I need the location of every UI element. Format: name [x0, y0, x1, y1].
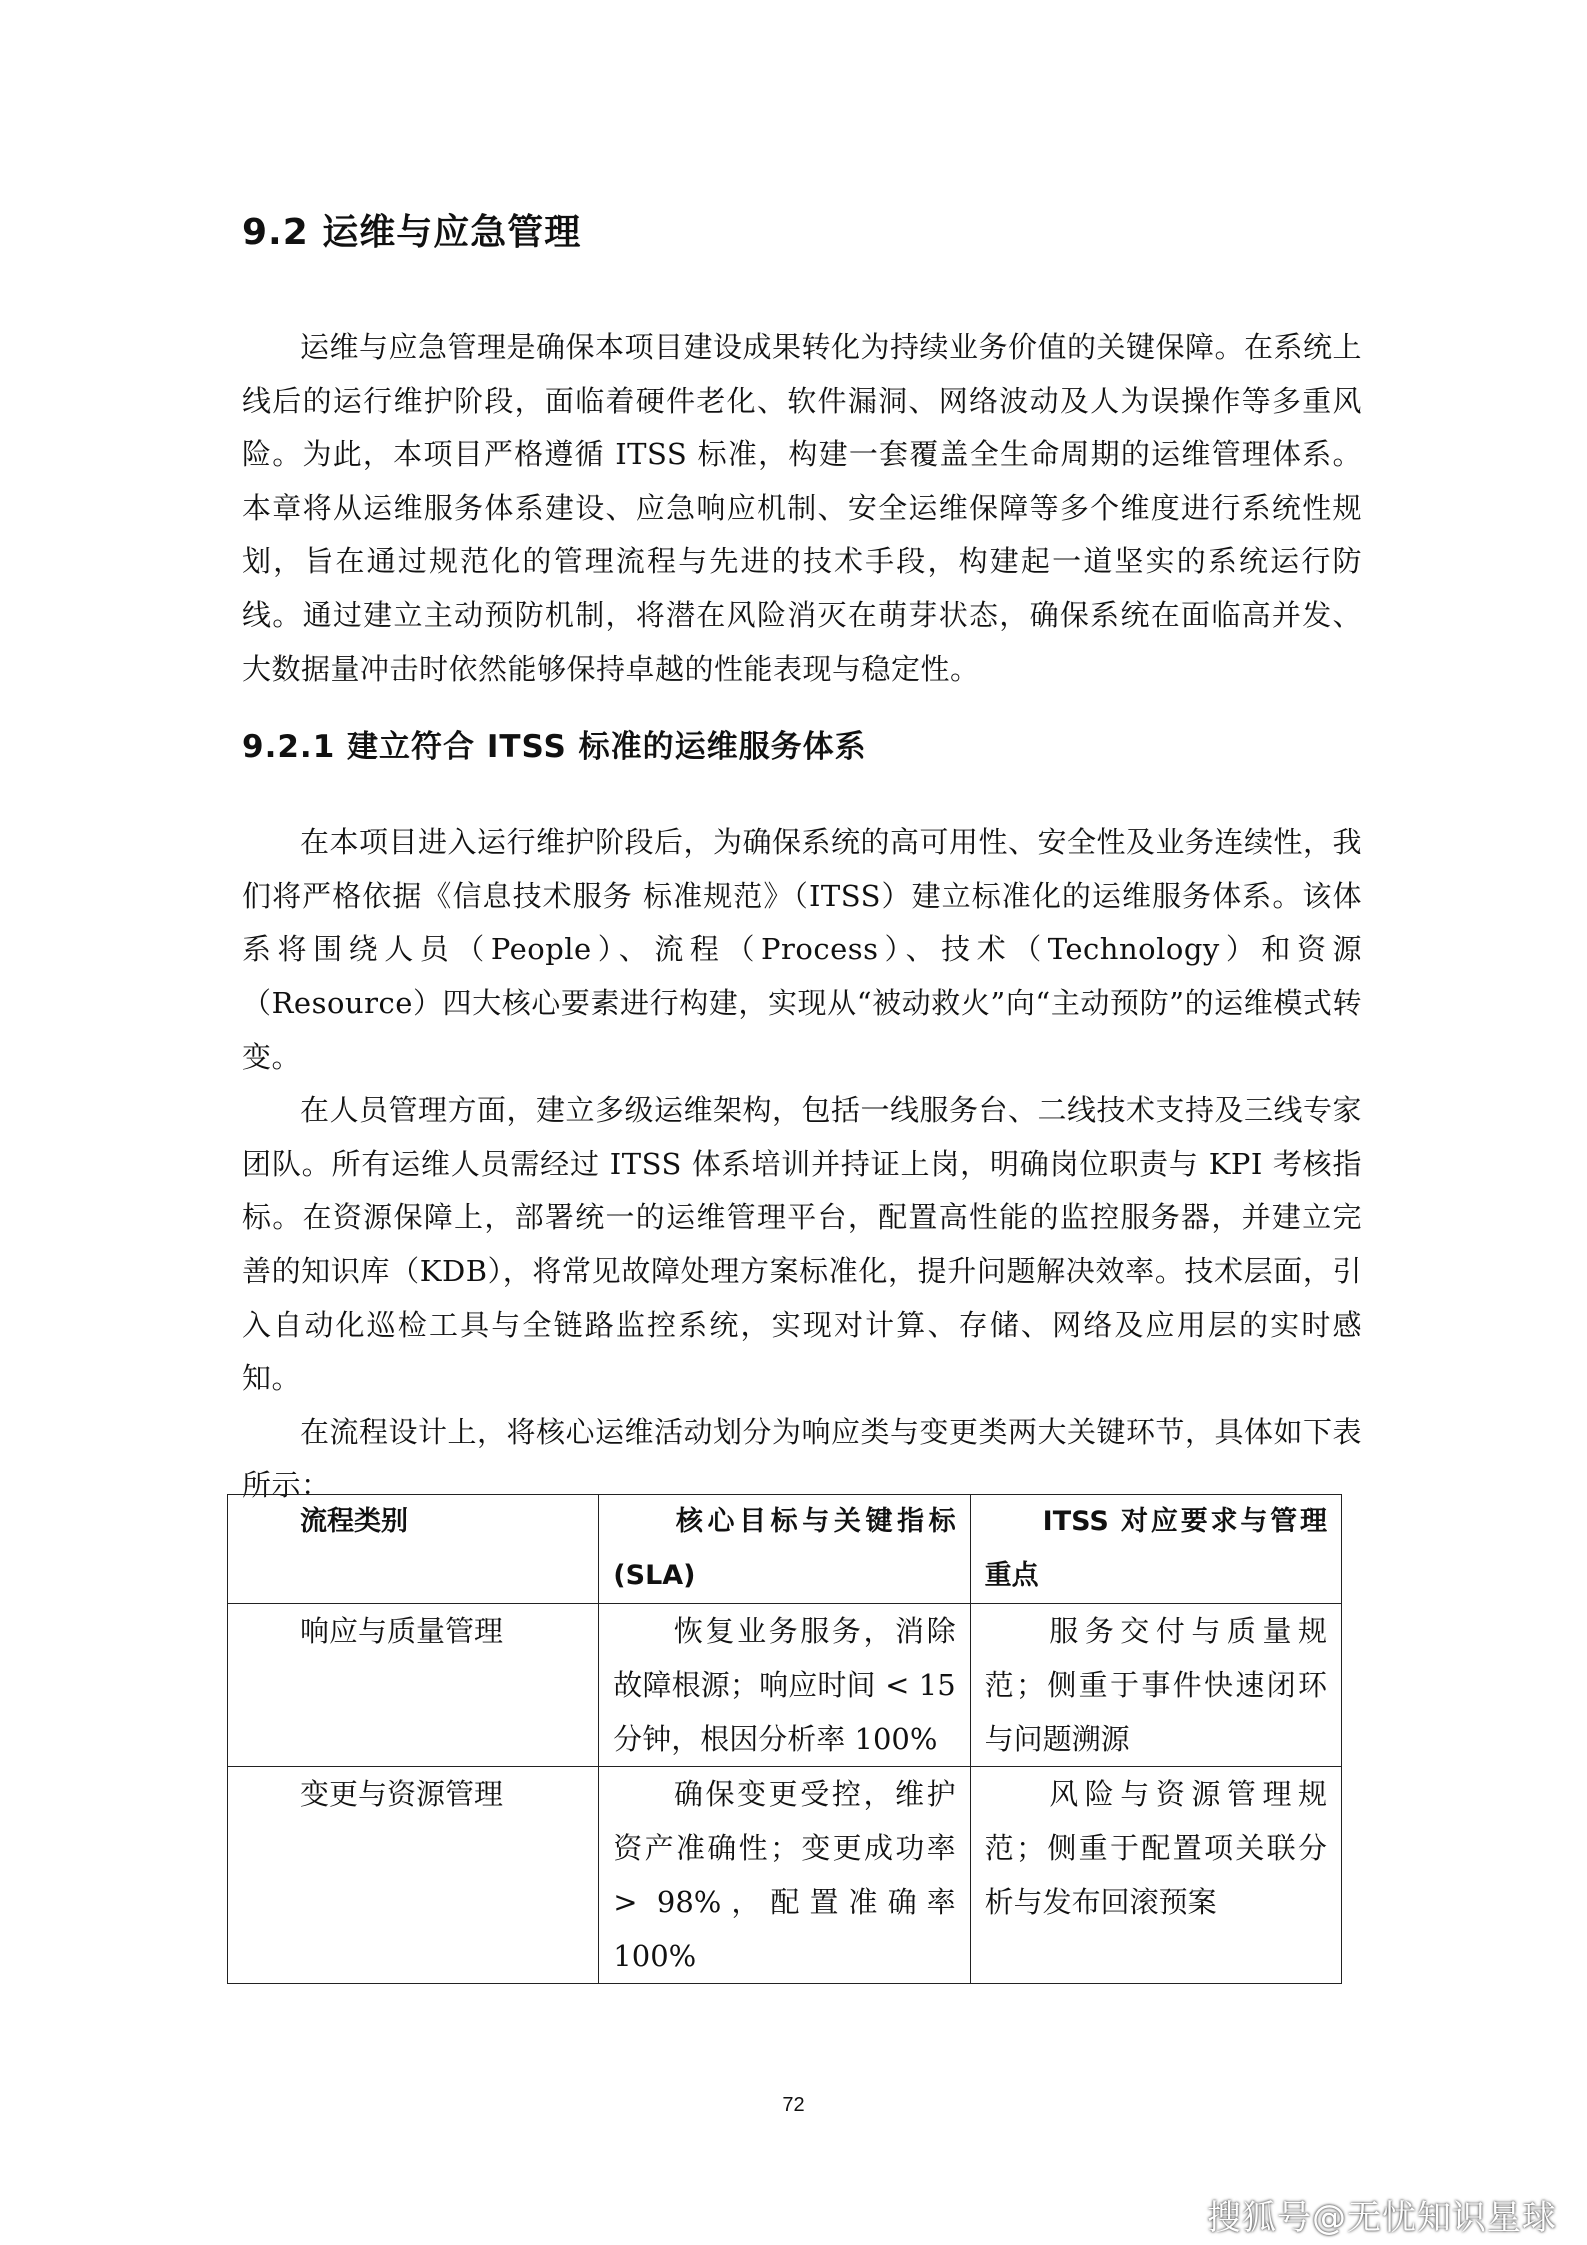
table-header-cell: ITSS 对应要求与管理重点 — [970, 1495, 1341, 1604]
watermark: 搜狐号@无忧知识星球 — [1207, 2198, 1557, 2238]
subsection-title: 9.2.1 建立符合 ITSS 标准的运维服务体系 — [242, 729, 867, 766]
table-cell: 服务交付与质量规范；侧重于事件快速闭环与问题溯源 — [970, 1604, 1341, 1767]
table-cell: 恢复业务服务，消除故障根源；响应时间 < 15 分钟，根因分析率 100% — [599, 1604, 970, 1767]
table-cell: 风险与资源管理规范；侧重于配置项关联分析与发布回滚预案 — [970, 1767, 1341, 1984]
table-header-row — [228, 1495, 1342, 1604]
table-row — [228, 1767, 1342, 1984]
page-content — [242, 205, 1362, 1513]
table-cell: 确保变更受控，维护资产准确性；变更成功率 > 98%，配置准确率 100% — [599, 1767, 970, 1984]
table-row — [228, 1604, 1342, 1767]
process-table — [227, 1494, 1342, 1984]
paragraph-1: 在本项目进入运行维护阶段后，为确保系统的高可用性、安全性及业务连续性，我们将严格依据《信息技术服务 标准规范》（ITSS）建立标准化的运维服务体系。该体系将围绕人员（People）、流程（Process）、技术（Technology）和资源（Resource）四大核心要素进行构建，实现从“被动救火”向“主动预防”的运维模式转变。 — [242, 825, 1363, 1074]
paragraph-3: 在流程设计上，将核心运维活动划分为响应类与变更类两大关键环节，具体如下表所示： — [242, 1414, 1363, 1503]
section-intro-paragraph: 运维与应急管理是确保本项目建设成果转化为持续业务价值的关键保障。在系统上线后的运行维护阶段，面临着硬件老化、软件漏洞、网络波动及人为误操作等多重风险。为此，本项目严格遵循 ITSS 标准，构建一套覆盖全生命周期的运维管理体系。本章将从运维服务体系建设、应急响应机制、安全运维保障等多个维度进行系统性规划，旨在通过规范化的管理流程与先进的技术手段，构建起一道坚实的系统运行防线。通过建立主动预防机制，将潜在风险消灭在萌芽状态，确保系统在面临高并发、大数据量冲击时依然能够保持卓越的性能表现与稳定性。 — [242, 330, 1363, 686]
table-cell: 响应与质量管理 — [228, 1604, 599, 1767]
section-title: 9.2 运维与应急管理 — [242, 212, 582, 253]
page-number: 72 — [782, 2094, 805, 2116]
table-header-cell: 核心目标与关键指标 (SLA) — [599, 1495, 970, 1604]
table-header-cell: 流程类别 — [228, 1495, 599, 1604]
paragraph-2: 在人员管理方面，建立多级运维架构，包括一线服务台、二线技术支持及三线专家团队。所有运维人员需经过 ITSS 体系培训并持证上岗，明确岗位职责与 KPI 考核指标。在资源保障上，部署统一的运维管理平台，配置高性能的监控服务器，并建立完善的知识库（KDB），将常见故障处理方案标准化，提升问题解决效率。技术层面，引入自动化巡检工具与全链路监控系统，实现对计算、存储、网络及应用层的实时感知。 — [242, 1093, 1363, 1396]
table-cell: 变更与资源管理 — [228, 1767, 599, 1984]
